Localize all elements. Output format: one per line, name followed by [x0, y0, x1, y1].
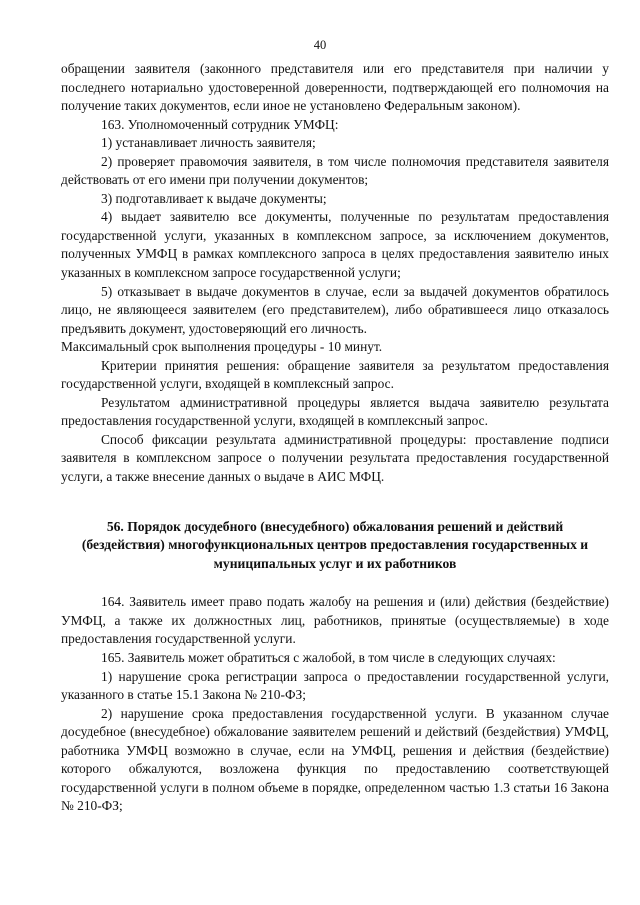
paragraphs-bottom [61, 593, 609, 816]
paragraph: 2) проверяет правомочия заявителя, в том числе полномочия представителя заявителя действовать от его имени при получении документов; [61, 153, 609, 188]
paragraph: 1) нарушение срока регистрации запроса о предоставлении государственной услуги, указанного в статье 15.1 Закона № 210-ФЗ; [61, 668, 609, 703]
paragraph: 5) отказывает в выдаче документов в случае, если за выдачей документов обратилось лицо, не являющееся заявителем (его представителем), либо обратившееся лицо отказалось предъявить документ, удостоверяющий его личность. [61, 283, 609, 336]
paragraph: Способ фиксации результата административной процедуры: проставление подписи заявителя в комплексном запросе о получении результата предоставления государственной услуги, а также внесение данных о выдаче в АИС МФЦ. [61, 431, 609, 485]
paragraph: 4) выдает заявителю все документы, полученные по результатам предоставления государственной услуги, указанных в комплексном запросе, за исключением документов, полученных УМФЦ в рамках комплексного запроса в целях предоставления заявителю иных указанных в комплексном запросе государственной услуги; [61, 209, 609, 281]
paragraph: 164. Заявитель имеет право подать жалобу на решения и (или) действия (бездействие) УМФЦ, а также их должностных лиц, работников, принятые (осуществляемые) в ходе предоставления государственной услуги. [61, 594, 609, 647]
paragraph: Критерии принятия решения: обращение заявителя за результатом предоставления государственной услуги, входящей в комплексный запрос. [61, 357, 609, 392]
document-body [61, 60, 609, 816]
paragraphs-top [61, 60, 609, 487]
paragraph: 165. Заявитель может обратиться с жалобой, в том числе в следующих случаях: [101, 650, 556, 665]
page-number: 40 [313, 38, 327, 52]
paragraph: Результатом административной процедуры является выдача заявителю результата предоставления государственной услуги, входящей в комплексный запрос. [61, 394, 609, 429]
paragraph: 2) нарушение срока предоставления государственной услуги. В указанном случае досудебное (внесудебное) обжалование заявителем решений и действий (бездействия) УМФЦ, работника УМФЦ возможно в случае, если на УМФЦ, решения и действия (бездействие) которого обжалуются, возложена функция по предоставлению соответствующей государственной услуги в полном объеме в порядке, определенном частью 1.3 статьи 16 Закона № 210-ФЗ; [61, 705, 609, 814]
paragraph: 1) устанавливает личность заявителя; [101, 135, 316, 151]
paragraph: 3) подготавливает к выдаче документы; [101, 190, 327, 206]
section-heading: 56. Порядок досудебного (внесудебного) обжалования решений и действий (бездействия) многофункциональных центров предоставления государственных и муниципальных услуг и их работников [81, 518, 589, 571]
paragraph: Максимальный срок выполнения процедуры - 10 минут. [61, 339, 383, 355]
paragraph: обращении заявителя (законного представителя или его представителя при наличии у последнего нотариально удостоверенной доверенности, подтверждающей его полномочия на получение таких документов, если иное не установлено Федеральным законом). [61, 61, 609, 114]
paragraph: 163. Уполномоченный сотрудник УМФЦ: [101, 116, 339, 132]
